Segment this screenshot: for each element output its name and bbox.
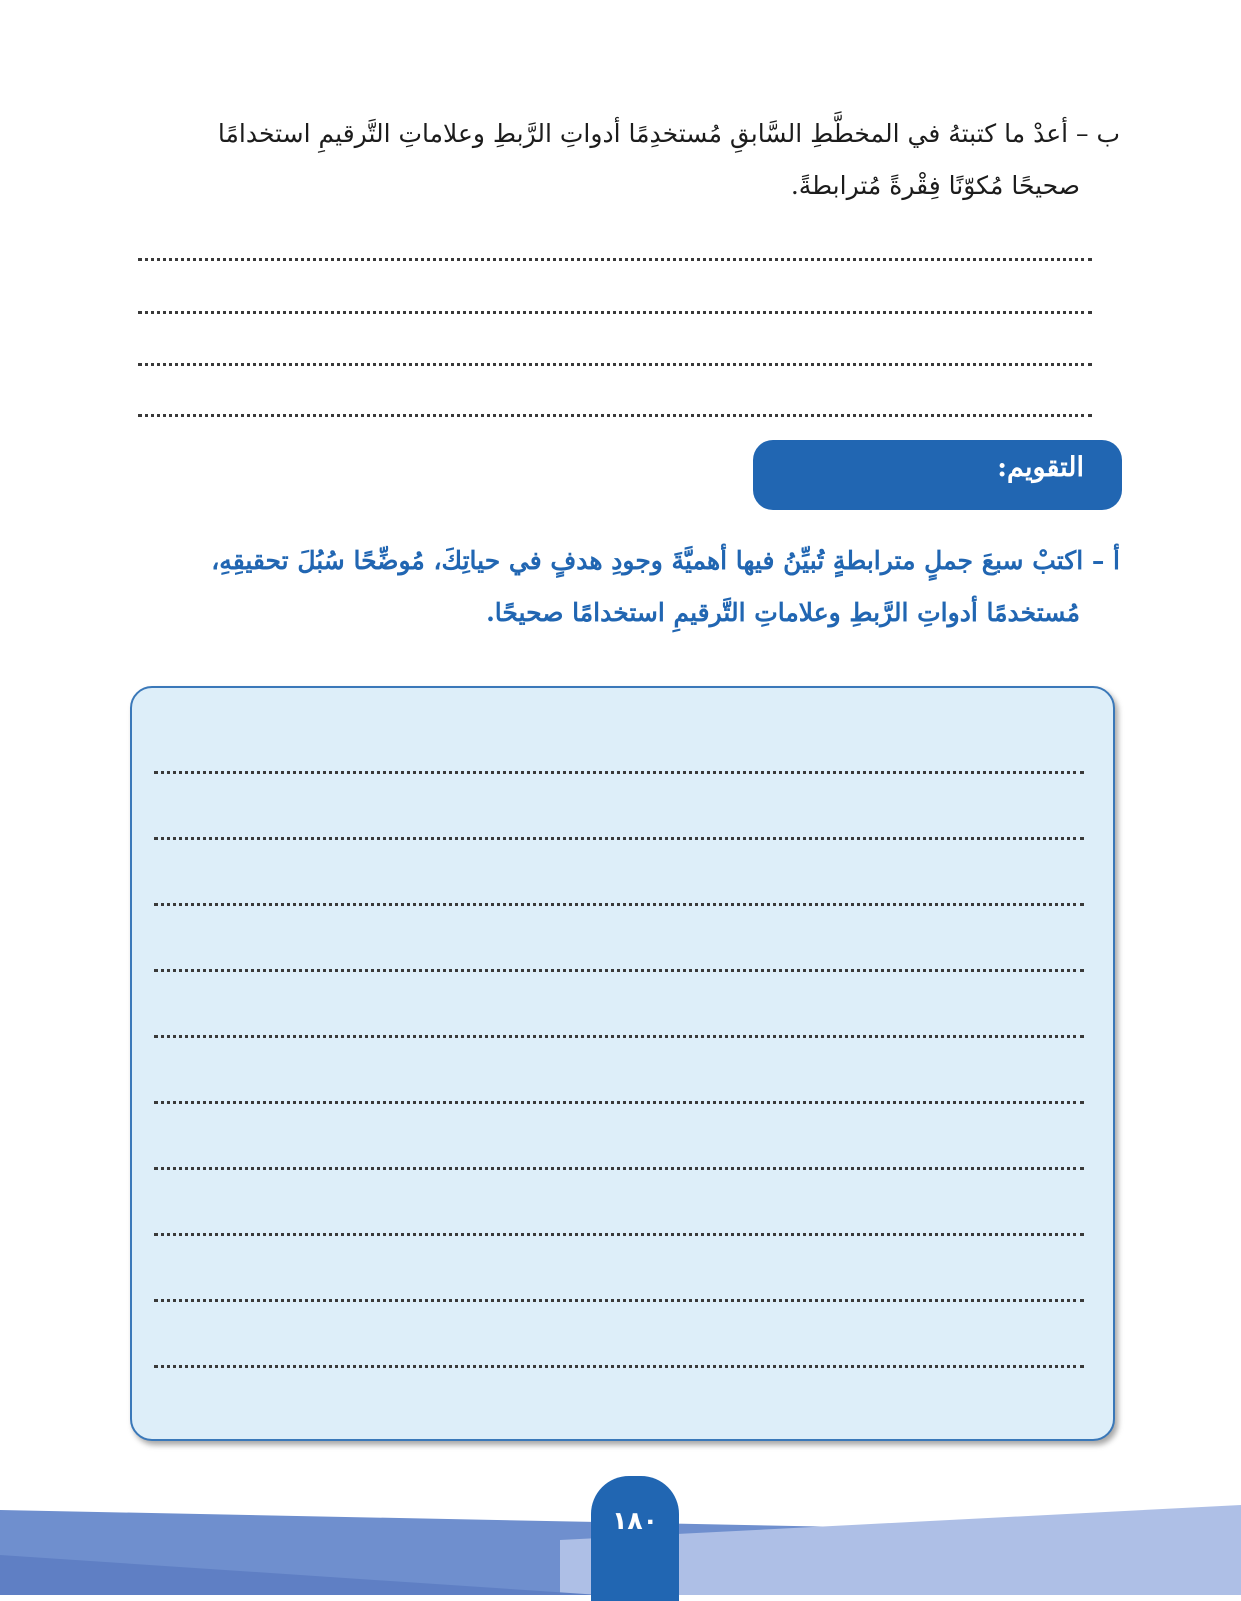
evaluation-banner bbox=[753, 440, 1122, 510]
page-number: ١٨٠ bbox=[612, 1506, 658, 1535]
evaluation-title: التقويم: bbox=[997, 452, 1084, 483]
instruction-a-line2: مُستخدمًا أدواتِ الرَّبطِ وعلاماتِ التَّرقيمِ استخدامًا صحيحًا. bbox=[486, 598, 1080, 627]
answer-line-1[interactable] bbox=[154, 771, 1084, 774]
writing-line-b-3[interactable] bbox=[138, 363, 1092, 366]
answer-line-5[interactable] bbox=[154, 1035, 1084, 1038]
instruction-b-line1: ب – أعدْ ما كتبتهُ في المخطَّطِ السَّابقِ مُستخدِمًا أدواتِ الرَّبطِ وعلاماتِ التَّرقيمِ استخدامًا bbox=[217, 119, 1120, 148]
answer-line-4[interactable] bbox=[154, 969, 1084, 972]
answer-line-9[interactable] bbox=[154, 1299, 1084, 1302]
answer-line-3[interactable] bbox=[154, 903, 1084, 906]
instruction-a-line1: أ – اكتبْ سبعَ جملٍ مترابطةٍ تُبيِّنُ فيها أهميَّةَ وجودِ هدفٍ في حياتِكَ، مُوضِّحًا سُبُلَ تحقيقِهِ، bbox=[211, 546, 1120, 575]
answer-box bbox=[130, 686, 1115, 1441]
answer-line-7[interactable] bbox=[154, 1167, 1084, 1170]
answer-line-8[interactable] bbox=[154, 1233, 1084, 1236]
writing-line-b-2[interactable] bbox=[138, 311, 1092, 314]
answer-line-2[interactable] bbox=[154, 837, 1084, 840]
answer-line-6[interactable] bbox=[154, 1101, 1084, 1104]
instruction-a bbox=[115, 535, 1120, 639]
page-number-tab bbox=[591, 1476, 679, 1601]
answer-line-10[interactable] bbox=[154, 1365, 1084, 1368]
instruction-b-line2: صحيحًا مُكوّنًا فِقْرةً مُترابطةً. bbox=[790, 171, 1080, 200]
writing-line-b-1[interactable] bbox=[138, 258, 1092, 261]
instruction-b bbox=[110, 108, 1120, 212]
writing-line-b-4[interactable] bbox=[138, 414, 1092, 417]
